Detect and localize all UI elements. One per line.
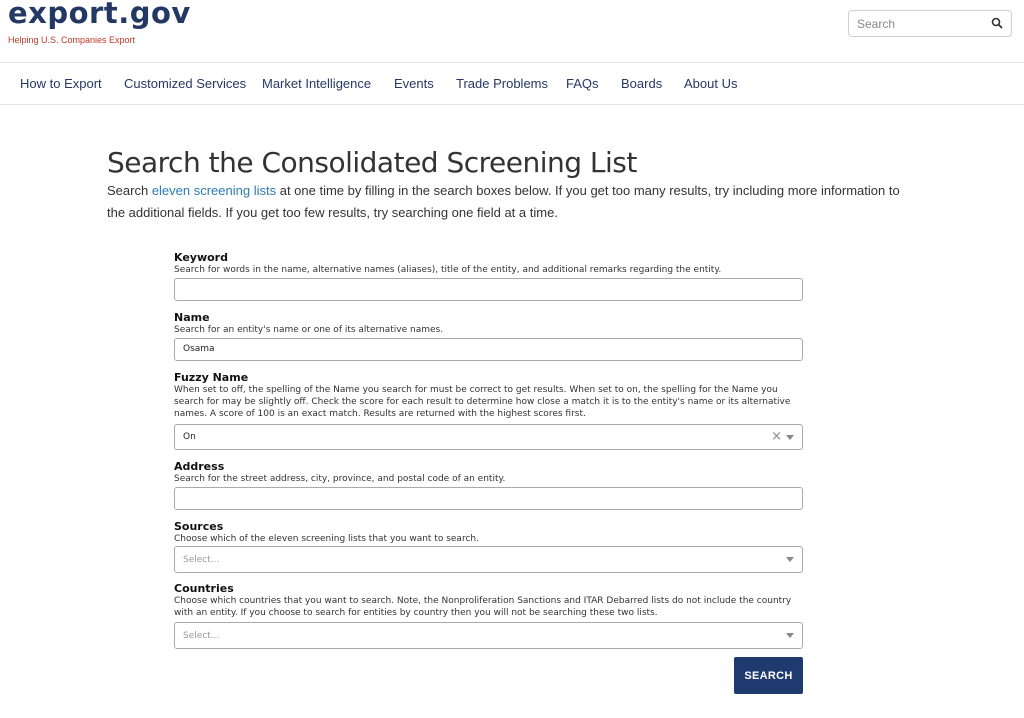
keyword-help: Search for words in the name, alternative names (aliases), title of the entity, and additional remarks regarding the entity. [174,265,722,275]
name-input[interactable] [174,338,803,361]
site-search [848,10,1012,37]
countries-field [174,582,803,619]
sources-select[interactable] [174,546,803,573]
fuzzy-name-label: Fuzzy Name [174,371,249,384]
nav-boards[interactable]: Boards [621,76,663,91]
fuzzy-name-help: When set to off, the spelling of the Name you search for must be correct to get results. When set to on, the spelling for the Name you search for may be slightly off. Check the score for each result to determine how close a match it is to the entity's name or its alternative names. A score of 100 is an exact match. Results are returned with the highest scores first. [174,385,791,419]
keyword-input[interactable] [174,278,803,301]
name-field [174,311,803,336]
site-search-input[interactable] [849,11,995,36]
address-input[interactable] [174,487,803,510]
keyword-label: Keyword [174,251,228,264]
nav-trade-problems[interactable]: Trade Problems [456,76,548,91]
countries-help: Choose which countries that you want to search. Note, the Nonproliferation Sanctions and ITAR Debarred lists do not include the country with an entity. If you choose to search for entities by country then you will not be searching these two lists. [174,596,792,618]
chevron-down-icon[interactable] [786,435,794,440]
name-help: Search for an entity's name or one of its alternative names. [174,325,444,335]
name-value: Osama [183,344,215,354]
nav-about-us[interactable]: About Us [684,76,738,91]
site-tagline: Helping U.S. Companies Export [8,35,136,45]
fuzzy-name-value: On [183,432,196,442]
sources-help: Choose which of the eleven screening lists that you want to search. [174,534,479,544]
sources-field [174,520,803,545]
chevron-down-icon[interactable] [786,633,794,638]
nav-faqs[interactable]: FAQs [566,76,599,91]
chevron-down-icon[interactable] [786,557,794,562]
keyword-field [174,251,803,276]
name-label: Name [174,311,210,324]
countries-label: Countries [174,582,234,595]
sources-label: Sources [174,520,224,533]
main-nav [0,62,1024,105]
page-intro [107,180,907,224]
screening-lists-link[interactable]: eleven screening lists [151,183,277,198]
address-label: Address [174,460,225,473]
page-title: Search the Consolidated Screening List [107,146,637,179]
nav-how-to-export[interactable]: How to Export [20,76,102,91]
sources-placeholder: Select... [183,555,220,565]
address-help: Search for the street address, city, province, and postal code of an entity. [174,474,506,484]
address-field [174,460,803,485]
intro-text-start: Search [107,183,152,198]
search-button[interactable]: SEARCH [734,657,803,694]
fuzzy-name-select[interactable] [174,424,803,450]
nav-events[interactable]: Events [394,76,434,91]
intro-text-end: at one time by filling in the search boxes below. If you get too many results, try including more information to the additional fields. If you get too few results, try searching one field at a time. [107,183,900,220]
site-logo[interactable]: export.gov [8,0,191,30]
nav-market-intelligence[interactable]: Market Intelligence [262,76,372,91]
countries-placeholder: Select... [183,631,220,641]
site-header [0,0,1024,63]
nav-customized-services[interactable]: Customized Services [124,76,247,91]
search-icon[interactable] [991,17,1003,29]
fuzzy-name-field [174,371,803,420]
countries-select[interactable] [174,622,803,649]
clear-icon[interactable]: × [771,429,782,444]
